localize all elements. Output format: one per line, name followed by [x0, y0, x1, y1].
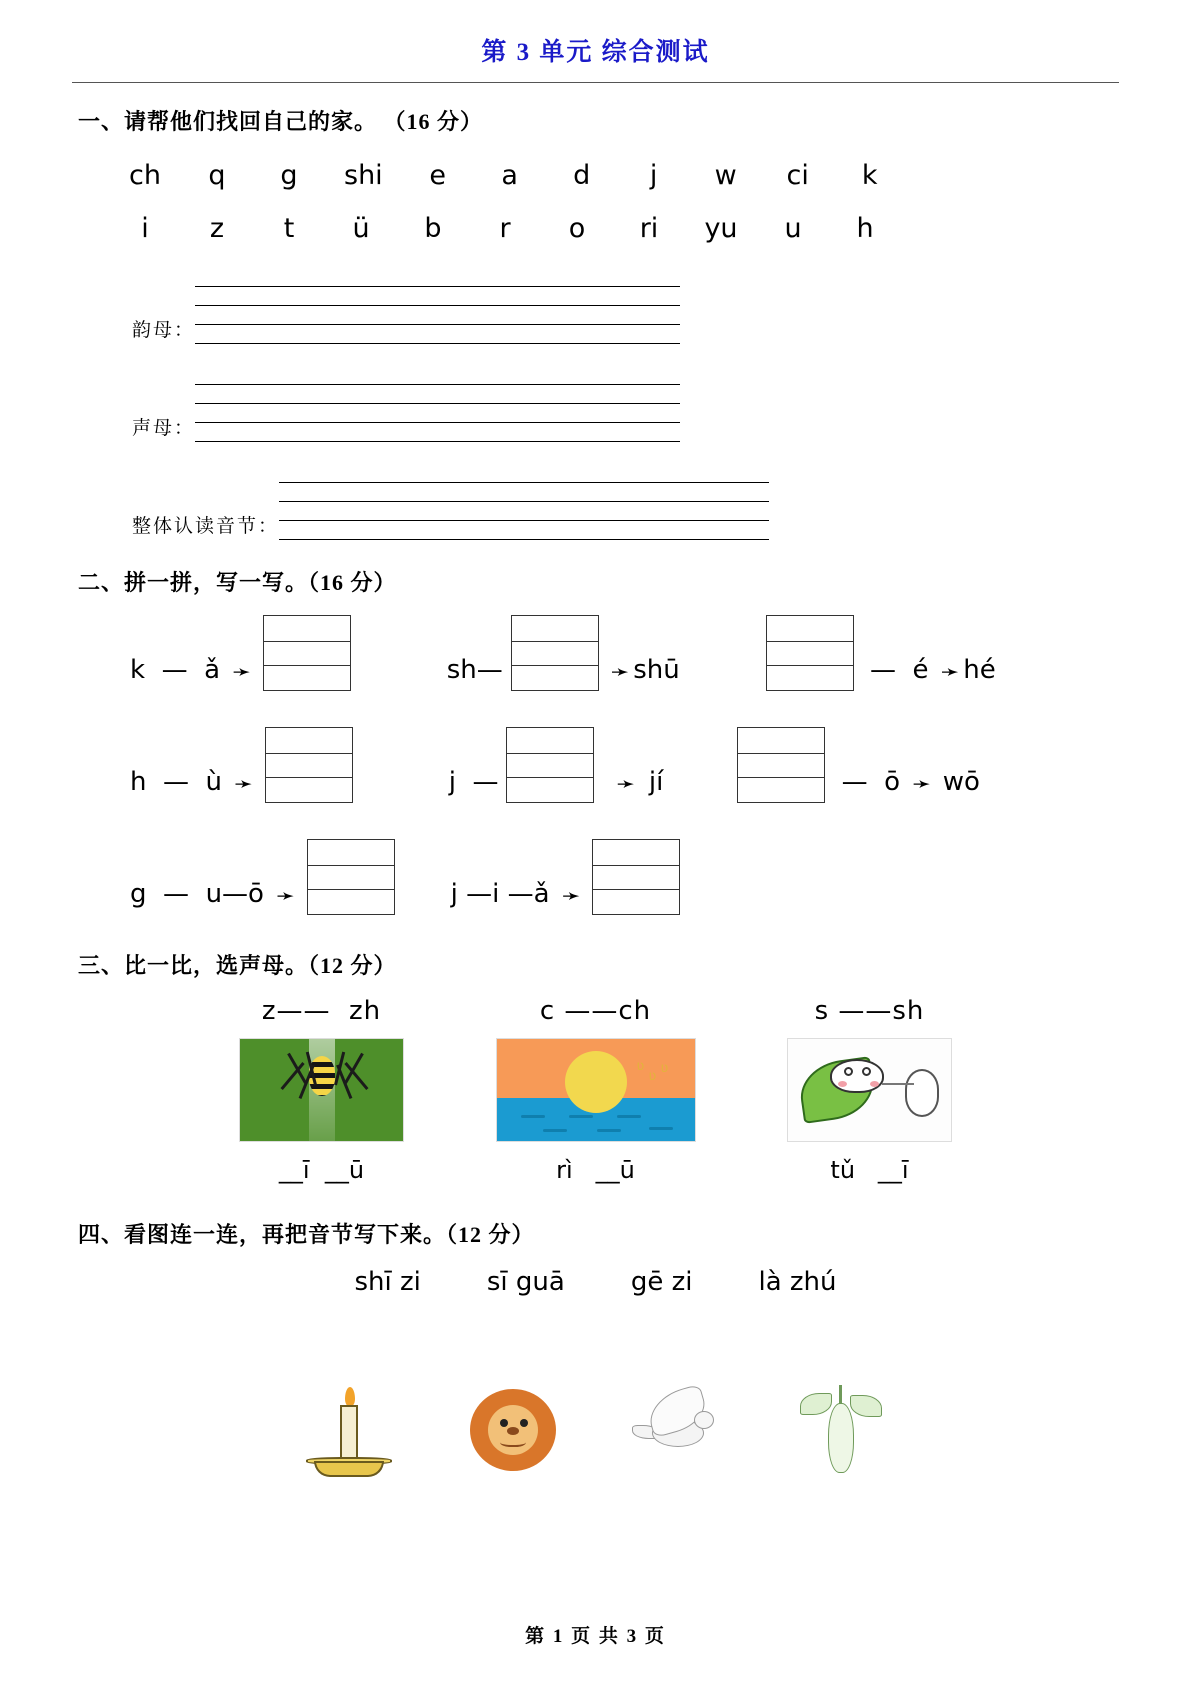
pinyin-answer-box[interactable] — [766, 615, 854, 691]
q2-result-text: shū — [633, 655, 680, 685]
arrow-icon: ➛ — [610, 660, 630, 685]
section-heading-q2: 二、拼一拼，写一写。（16 分） — [78, 570, 397, 595]
q2-result-text: jí — [648, 767, 664, 797]
q4-word[interactable]: là zhú — [758, 1267, 837, 1297]
writing-line[interactable] — [279, 521, 769, 540]
pinyin-answer-box[interactable] — [737, 727, 825, 803]
q3-answer-blank[interactable]: tǔ __ī — [830, 1156, 909, 1184]
pinyin-token: a — [501, 160, 518, 191]
q1-yunmu-block — [0, 268, 1191, 344]
q4-picture-list — [0, 1375, 1191, 1483]
q3-choice-label[interactable]: c ——ch — [539, 996, 652, 1026]
writing-line[interactable] — [195, 325, 680, 344]
pinyin-token: h — [856, 213, 874, 244]
q2-left-text: j —i —ǎ — [450, 879, 558, 909]
section-heading-q1: 一、请帮他们找回自己的家。 （16 分） — [78, 109, 484, 134]
arrow-icon: ➛ — [616, 772, 635, 797]
pinyin-token: k — [861, 160, 878, 191]
q3-answer-blank[interactable]: __ī __ū — [278, 1156, 365, 1184]
luffa-picture — [782, 1375, 902, 1483]
q2-exercises — [0, 615, 1191, 915]
pinyin-token: z — [209, 213, 225, 244]
pinyin-answer-box[interactable] — [511, 615, 599, 691]
pinyin-token: g — [280, 160, 298, 191]
q2-item — [729, 727, 980, 803]
q2-row-3 — [0, 839, 1191, 915]
q1-letter-row-1 — [0, 162, 1191, 189]
q3-column-sunrise — [496, 996, 696, 1184]
sunrise-picture: ʋ ʋ ʋ — [496, 1038, 696, 1142]
q2-left-text: g — u—ō — [130, 879, 273, 909]
writing-line[interactable] — [195, 306, 680, 325]
arrow-icon: ➛ — [940, 660, 960, 685]
pinyin-token: b — [424, 213, 442, 244]
pinyin-token: ri — [639, 213, 659, 244]
q3-choice-label[interactable]: z—— zh — [261, 996, 382, 1026]
q1-shengmu-block — [0, 366, 1191, 442]
page-footer: 第 1 页 共 3 页 — [525, 1626, 666, 1647]
q1-letter-row-2 — [0, 215, 1191, 242]
q2-item — [130, 615, 359, 691]
q3-choice-label[interactable]: s ——sh — [814, 996, 925, 1026]
q2-item — [758, 615, 996, 691]
q3-column-spider — [222, 996, 422, 1184]
pinyin-token: ü — [352, 213, 370, 244]
writing-line[interactable] — [195, 287, 680, 306]
q1-zhengti-label: 整体认读音节： — [132, 516, 280, 537]
writing-line[interactable] — [279, 483, 769, 502]
pinyin-token: e — [429, 160, 446, 191]
q4-word-list — [0, 1267, 1191, 1297]
q4-word[interactable]: sī guā — [486, 1267, 565, 1297]
pinyin-token: o — [568, 213, 586, 244]
pinyin-token: u — [784, 213, 802, 244]
dove-picture — [618, 1375, 738, 1483]
q2-row-1 — [0, 615, 1191, 691]
pinyin-answer-box[interactable] — [263, 615, 351, 691]
q2-result-text: wō — [942, 767, 980, 797]
q4-word[interactable]: gē zi — [630, 1267, 693, 1297]
q1-shengmu-label: 声母： — [132, 418, 196, 439]
q1-zhengti-lines[interactable] — [279, 464, 769, 540]
candle-picture — [290, 1375, 410, 1483]
lion-picture — [454, 1375, 574, 1483]
page-title: 第 3 单元 综合测试 — [481, 39, 710, 66]
pinyin-token: shi — [344, 160, 383, 191]
pinyin-token: yu — [704, 213, 738, 244]
pinyin-token: ch — [129, 160, 161, 191]
arrow-icon: ➛ — [234, 772, 253, 797]
pinyin-token: w — [714, 160, 737, 191]
writing-line[interactable] — [195, 385, 680, 404]
writing-line[interactable] — [279, 464, 769, 483]
arrow-icon: ➛ — [912, 772, 931, 797]
section-heading-q3: 三、比一比，选声母。（12 分） — [78, 953, 397, 978]
pinyin-answer-box[interactable] — [265, 727, 353, 803]
q2-left-text: h — ù — [130, 767, 231, 797]
q2-left-text: k — ǎ — [130, 655, 229, 685]
writing-line[interactable] — [279, 502, 769, 521]
arrow-icon: ➛ — [276, 884, 295, 909]
q3-answer-blank[interactable]: rì __ū — [556, 1156, 635, 1184]
pinyin-token: t — [283, 213, 295, 244]
q2-item — [130, 727, 361, 803]
writing-line[interactable] — [195, 268, 680, 287]
q2-item — [451, 839, 689, 915]
pinyin-answer-box[interactable] — [592, 839, 680, 915]
q1-yunmu-label: 韵母： — [132, 320, 196, 341]
pinyin-token: d — [573, 160, 591, 191]
q2-item — [449, 727, 664, 803]
q1-answer-blanks — [0, 268, 1191, 540]
pinyin-token: q — [208, 160, 226, 191]
q2-item — [447, 615, 680, 691]
q2-result-text: hé — [963, 655, 996, 685]
pinyin-token: i — [141, 213, 149, 244]
q1-letter-rows — [0, 162, 1191, 242]
pinyin-token: r — [499, 213, 511, 244]
q1-yunmu-lines[interactable] — [195, 268, 680, 344]
section-heading-q4: 四、看图连一连，再把音节写下来。（12 分） — [78, 1222, 535, 1247]
q2-after-box-text: — é — [861, 655, 937, 685]
writing-line[interactable] — [195, 404, 680, 423]
q2-item — [130, 839, 403, 915]
title-divider — [72, 82, 1119, 83]
pinyin-token: ci — [786, 160, 809, 191]
arrow-icon: ➛ — [561, 884, 581, 909]
q1-zhengti-block — [0, 464, 1191, 540]
spider-picture — [239, 1038, 404, 1142]
q4-word[interactable]: shī zi — [354, 1267, 421, 1297]
writing-line[interactable] — [195, 423, 680, 442]
writing-line[interactable] — [195, 366, 680, 385]
q2-left-text: j — — [448, 767, 499, 797]
silkworm-picture — [787, 1038, 952, 1142]
pinyin-answer-box[interactable] — [506, 727, 594, 803]
q1-shengmu-lines[interactable] — [195, 366, 680, 442]
pinyin-answer-box[interactable] — [307, 839, 395, 915]
arrow-icon: ➛ — [232, 660, 251, 685]
pinyin-token: j — [649, 160, 658, 191]
q2-left-text: sh— — [446, 655, 503, 685]
q2-row-2 — [0, 727, 1191, 803]
q3-columns — [0, 996, 1191, 1184]
q2-after-box-text: — ō — [833, 767, 909, 797]
q3-column-silkworm — [770, 996, 970, 1184]
q4-exercise — [0, 1267, 1191, 1483]
